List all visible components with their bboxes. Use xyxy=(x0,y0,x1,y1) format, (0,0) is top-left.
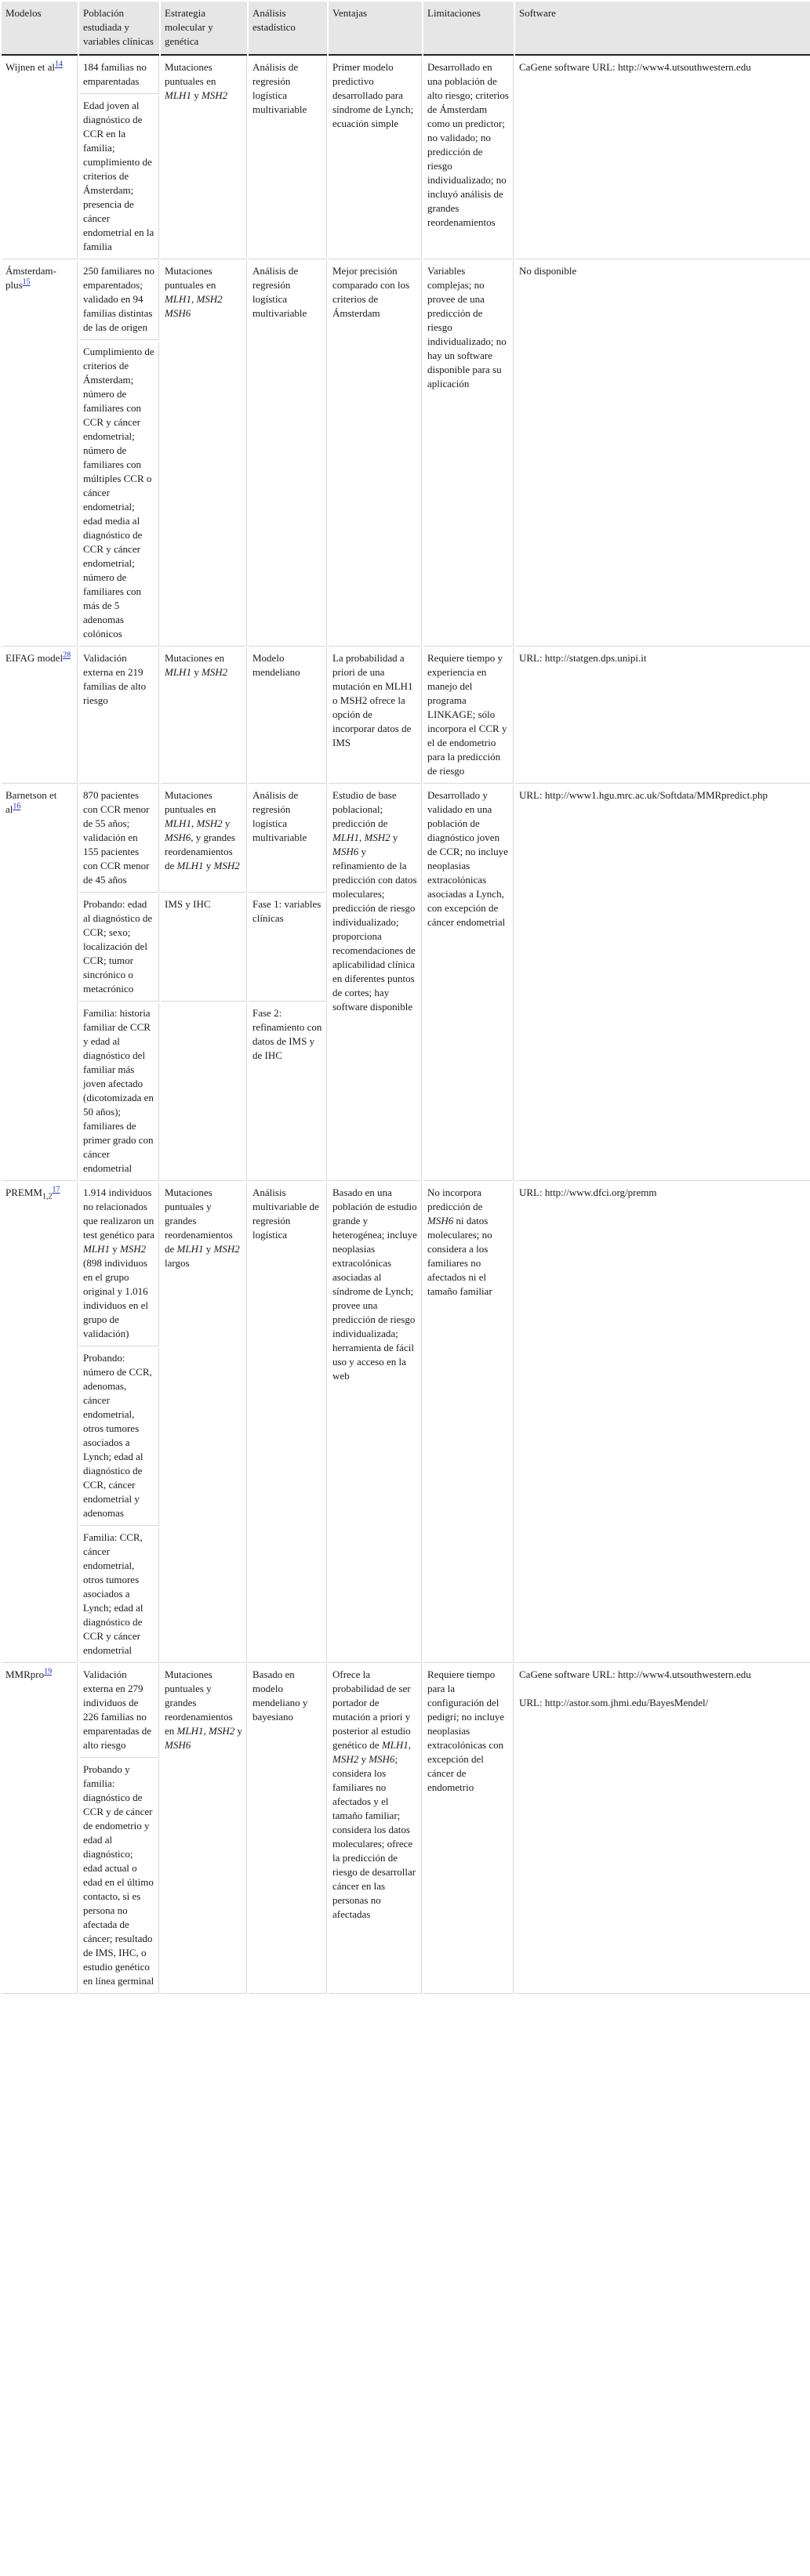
population-cell: Validación externa en 219 familias de alto riesgo xyxy=(79,648,159,784)
population-cell: Cumplimiento de criterios de Ámsterdam; número de familiares con CCR y cáncer endometrial; número de familiares con múltiples CCR o cáncer endometrial; edad media al diagnóstico de CCR y cáncer endometrial; número de familiares con más de 5 adenomas colónicos xyxy=(79,342,159,647)
model-cell xyxy=(2,57,78,259)
table-row xyxy=(2,785,810,893)
model-cell xyxy=(2,785,78,1181)
advantages-cell: Estudio de base poblacional; predicción de MLH1, MSH2 y MSH6 y refinamiento de la predicción con datos moleculares; predicción de riesgo individualizado; proporciona recomendaciones de aplicabilidad clínica en diferentes puntos de cortes; hay software disponible xyxy=(329,785,422,1181)
statistics-cell: Análisis de regresión logística multivariable xyxy=(249,261,327,647)
model-cell xyxy=(2,648,78,784)
population-cell: Probando: edad al diagnóstico de CCR; sexo; localización del CCR; tumor sincrónico o metacrónico xyxy=(79,894,159,1002)
population-cell: Edad joven al diagnóstico de CCR en la familia; cumplimiento de criterios de Ámsterdam; presencia de cáncer endometrial en la familia xyxy=(79,96,159,259)
software-cell: URL: http://statgen.dps.unipi.it xyxy=(515,648,810,784)
model-name: MMRpro xyxy=(5,1668,45,1680)
population-cell: 184 familias no emparentadas xyxy=(79,57,159,94)
header-poblacion: Población estudiada y variables clínicas xyxy=(79,2,159,56)
limitations-cell: No incorpora predicción de MSH6 ni datos moleculares; no considera a los familiares no afectados ni el tamaño familiar xyxy=(423,1183,514,1663)
advantages-cell: Primer modelo predictivo desarrollado para síndrome de Lynch; ecuación simple xyxy=(329,57,422,259)
statistics-cell: Basado en modelo mendeliano y bayesiano xyxy=(249,1665,327,1994)
statistics-cell: Fase 1: variables clínicas xyxy=(249,894,327,1002)
model-cell xyxy=(2,261,78,647)
molecular-cell xyxy=(161,1003,247,1181)
population-cell: Probando y familia: diagnóstico de CCR y de cáncer de endometrio y edad al diagnóstico; edad actual o edad en el último contacto, si es persona no afectada de cáncer; resultado de IMS, IHC, o estudio genético en línea germinal xyxy=(79,1759,159,1994)
limitations-cell: Desarrollado en una población de alto riesgo; criterios de Ámsterdam como un predictor; no validado; no predicción de riesgo individualizado; no incluyó análisis de grandes reordenamientos xyxy=(423,57,514,259)
header-modelos: Modelos xyxy=(2,2,78,56)
molecular-cell: Mutaciones puntuales en MLH1, MSH2 y MSH6, y grandes reordenamientos de MLH1 y MSH2 xyxy=(161,785,247,893)
statistics-cell: Modelo mendeliano xyxy=(249,648,327,784)
ref-link[interactable]: 19 xyxy=(44,1667,53,1676)
population-cell: Familia: CCR, cáncer endometrial, otros tumores asociados a Lynch; edad al diagnóstico de CCR y cáncer endometrial xyxy=(79,1527,159,1663)
model-name: EIFAG model xyxy=(5,652,64,664)
software-url: URL: http://astor.som.jhmi.edu/BayesMendel/ xyxy=(519,1697,709,1708)
header-ventajas: Ventajas xyxy=(329,2,422,56)
statistics-cell: Análisis de regresión logística multivariable xyxy=(249,785,327,893)
statistics-cell: Análisis de regresión logística multivariable xyxy=(249,57,327,259)
limitations-cell: Variables complejas; no provee de una predicción de riesgo individualizado; no hay un software disponible para su aplicación xyxy=(423,261,514,647)
header-estrategia: Estrategia molecular y genética xyxy=(161,2,247,56)
ref-link[interactable]: 15 xyxy=(22,277,31,287)
population-cell: Familia: historia familiar de CCR y edad al diagnóstico del familiar más joven afectado (dicotomizada en 50 años); familiares de primer grado con cáncer endometrial xyxy=(79,1003,159,1181)
molecular-cell: Mutaciones en MLH1 y MSH2 xyxy=(161,648,247,784)
molecular-cell: IMS y IHC xyxy=(161,894,247,1002)
ref-link[interactable]: 14 xyxy=(55,60,64,69)
limitations-cell: Requiere tiempo para la configuración del pedigrí; no incluye neoplasias extracolónicas con excepción del cáncer de endometrio xyxy=(423,1665,514,1994)
software-cell xyxy=(515,1665,810,1994)
table-row xyxy=(2,648,810,784)
molecular-cell: Mutaciones puntuales y grandes reordenamientos en MLH1, MSH2 y MSH6 xyxy=(161,1665,247,1994)
limitations-cell: Desarrollado y validado en una población de diagnóstico joven de CCR; no incluye neoplasias extracolónicas asociadas a Lynch, con excepción de cáncer endometrial xyxy=(423,785,514,1181)
table-header-row xyxy=(2,2,810,56)
advantages-cell: Mejor precisión comparado con los criterios de Ámsterdam xyxy=(329,261,422,647)
limitations-cell: Requiere tiempo y experiencia en manejo del programa LINKAGE; sólo incorpora el CCR y el de endometrio para la predicción de riesgo xyxy=(423,648,514,784)
advantages-cell: La probabilidad a priori de una mutación en MLH1 o MSH2 ofrece la opción de incorporar datos de IMS xyxy=(329,648,422,784)
model-name: Wijnen et al xyxy=(5,61,56,73)
table-row xyxy=(2,57,810,94)
table-row xyxy=(2,1183,810,1346)
software-cell: No disponible xyxy=(515,261,810,647)
molecular-cell: Mutaciones puntuales en MLH1 y MSH2 xyxy=(161,57,247,259)
molecular-cell: Mutaciones puntuales y grandes reordenamientos de MLH1 y MSH2 largos xyxy=(161,1183,247,1663)
advantages-cell: Basado en una población de estudio grande y heterogénea; incluye neoplasias extracolónicas asociadas al síndrome de Lynch; provee una predicción de riesgo individualizada; herramienta de fácil uso y acceso en la web xyxy=(329,1183,422,1663)
header-software: Software xyxy=(515,2,810,56)
statistics-cell: Análisis multivariable de regresión logística xyxy=(249,1183,327,1663)
software-url: CaGene software URL: http://www4.utsouthwestern.edu xyxy=(519,1668,751,1680)
ref-link[interactable]: 17 xyxy=(52,1185,60,1194)
table-row xyxy=(2,1665,810,1758)
model-cell xyxy=(2,1665,78,1994)
software-cell: URL: http://www1.hgu.mrc.ac.uk/Softdata/MMRpredict.php xyxy=(515,785,810,1181)
model-name: Barnetson et al xyxy=(5,789,57,815)
model-subscript: 1,2 xyxy=(42,1192,53,1201)
software-cell: URL: http://www.dfci.org/premm xyxy=(515,1183,810,1663)
header-analisis: Análisis estadístico xyxy=(249,2,327,56)
table-row xyxy=(2,261,810,340)
software-cell: CaGene software URL: http://www4.utsouthwestern.edu xyxy=(515,57,810,259)
population-cell: 1.914 individuos no relacionados que realizaron un test genético para MLH1 y MSH2 (898 individuos en el grupo original y 1.016 individuos en el grupo de validación) xyxy=(79,1183,159,1346)
ref-link[interactable]: 28 xyxy=(63,650,71,660)
population-cell: 870 pacientes con CCR menor de 55 años; validación en 155 pacientes con CCR menor de 45 años xyxy=(79,785,159,893)
population-cell: 250 familiares no emparentados; validado en 94 familias distintas de las de origen xyxy=(79,261,159,340)
model-name: PREMM xyxy=(5,1187,42,1198)
molecular-cell: Mutaciones puntuales en MLH1, MSH2 MSH6 xyxy=(161,261,247,647)
population-cell: Validación externa en 279 individuos de 226 familias no emparentadas de alto riesgo xyxy=(79,1665,159,1758)
model-name: Ámsterdam-plus xyxy=(5,265,56,291)
statistics-cell: Fase 2: refinamiento con datos de IMS y de IHC xyxy=(249,1003,327,1181)
advantages-cell: Ofrece la probabilidad de ser portador de mutación a priori y posterior al estudio genético de MLH1, MSH2 y MSH6; considera los familiares no afectados y el tamaño familiar; considera los datos moleculares; ofrece la predicción de riesgo de desarrollar cáncer en las personas no afectadas xyxy=(329,1665,422,1994)
header-limitaciones: Limitaciones xyxy=(423,2,514,56)
ref-link[interactable]: 16 xyxy=(13,802,21,811)
model-cell xyxy=(2,1183,78,1663)
population-cell: Probando: número de CCR, adenomas, cáncer endometrial, otros tumores asociados a Lynch; edad al diagnóstico de CCR, cáncer endometrial y adenomas xyxy=(79,1348,159,1526)
